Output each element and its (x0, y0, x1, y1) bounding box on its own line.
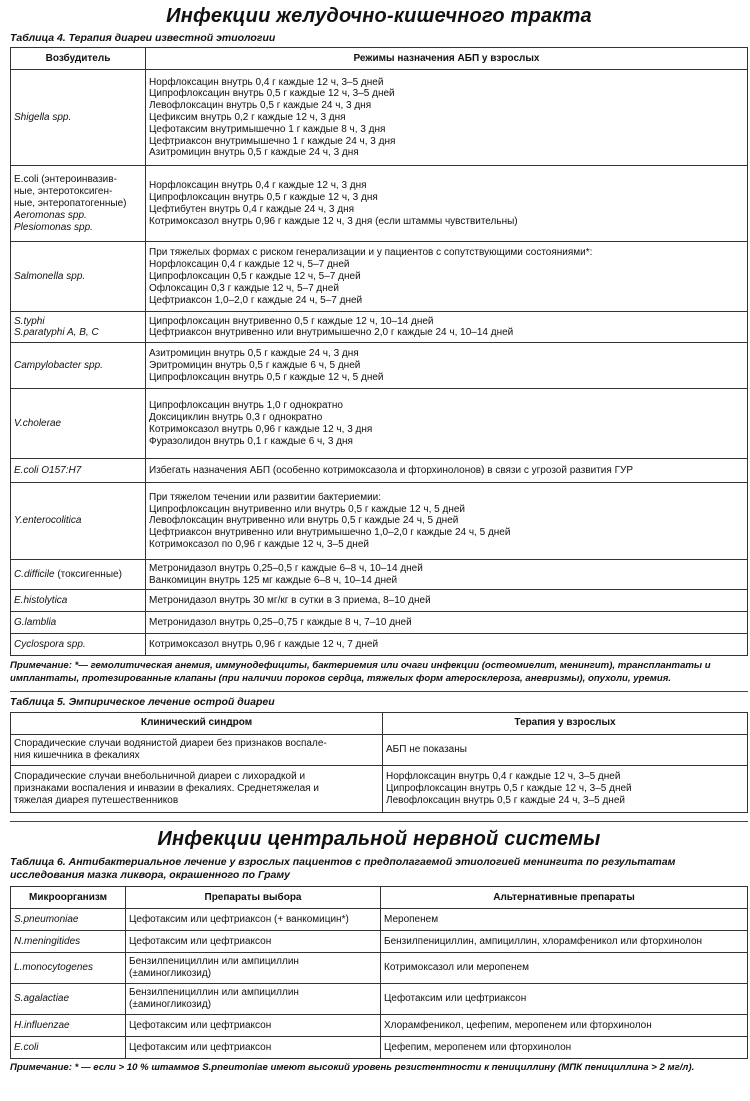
table-row (11, 983, 748, 1014)
regimen-cell: Метронидазол внутрь 0,25–0,5 г каждые 6–8 ч, 10–14 дней Ванкомицин внутрь 125 мг каждые 6–8 ч, 10–14 дней (146, 560, 748, 590)
organism-cell: S.pneumoniae (11, 908, 126, 930)
regimen-cell: Котримоксазол внутрь 0,96 г каждые 12 ч, 7 дней (146, 634, 748, 656)
alternative-cell: Меропенем (381, 908, 748, 930)
page (10, 6, 748, 1074)
choice-cell: Цефотаксим или цефтриаксон (+ ванкомицин*) (126, 908, 381, 930)
table6-caption: Таблица 6. Антибактериальное лечение у взрослых пациентов с предполагаемой этиологией менингита по результатам исследования мазка ликвора, окрашенного по Граму (10, 855, 676, 882)
alternative-cell: Цефепим, меропенем или фторхинолон (381, 1036, 748, 1058)
choice-cell: Цефотаксим или цефтриаксон (126, 930, 381, 952)
organism-cell: S.agalactiae (11, 983, 126, 1014)
pathogen-cell: E.histolytica (11, 590, 146, 612)
organism-cell: N.meningitides (11, 930, 126, 952)
regimen-cell: При тяжелых формах с риском генерализации и у пациентов с сопутствующими состояниями*: Норфлоксацин 0,4 г каждые 12 ч, 5–7 дней Ципрофлоксацин 0,5 г каждые 12 ч, 5–7 дней Офлоксацин 0,3 г каждые 12 ч, 5–7 дней Цефтриаксон 1,0–2,0 г каждые 24 ч, 5–7 дней (146, 242, 748, 312)
pathogen-cell: G.lamblia (11, 612, 146, 634)
table4-note: Примечание: *— гемолитическая анемия, иммунодефициты, бактериемия или очаги инфекции (остеомиелит, менингит), трансплантаты и имплантаты, протезированные клапаны (при наличии пороков сердца, тяжелых форм атеросклероза, аневризмы), опухоли, уремия. (10, 660, 711, 684)
column-header: Микроорганизм (11, 886, 126, 908)
organism-cell: E.coli (11, 1036, 126, 1058)
alternative-cell: Цефотаксим или цефтриаксон (381, 983, 748, 1014)
table-row (11, 1014, 748, 1036)
table-row (11, 343, 748, 389)
table6-note: Примечание: * — если > 10 % штаммов S.pneumoniae имеют высокий уровень резистентности к пенициллину (МПК пенициллина > 2 мг/л). (10, 1061, 695, 1073)
table5-caption: Таблица 5. Эмпирическое лечение острой диареи (10, 696, 275, 709)
table-row (11, 1036, 748, 1058)
table-row (11, 634, 748, 656)
regimen-cell: Норфлоксацин внутрь 0,4 г каждые 12 ч, 3–5 дней Ципрофлоксацин внутрь 0,5 г каждые 12 ч, 3–5 дней Левофлоксацин внутрь 0,5 г каждые 24 ч, 3 дня Цефиксим внутрь 0,2 г каждые 12 ч, 3 дня Цефотаксим внутримышечно 1 г каждые 8 ч, 3 дня Цефтриаксон внутримышечно 1 г каждые 24 ч, 3 дня Азитромицин внутрь 0,5 г каждые 24 ч, 3 дня (146, 70, 748, 166)
table-header-row (11, 48, 748, 70)
table-row (11, 312, 748, 343)
table-row (11, 952, 748, 983)
column-header: Препараты выбора (126, 886, 381, 908)
therapy-cell: Норфлоксацин внутрь 0,4 г каждые 12 ч, 3–5 дней Ципрофлоксацин внутрь 0,5 г каждые 12 ч, 3–5 дней Левофлоксацин внутрь 0,5 г каждые 24 ч, 3–5 дней (383, 765, 748, 812)
section-title-gi: Инфекции желудочно-кишечного тракта (166, 5, 592, 27)
divider (10, 821, 748, 822)
pathogen-cell: C.difficile (токсигенные) (11, 560, 146, 590)
table-row (11, 590, 748, 612)
pathogen-cell: E.coli O157:H7 (11, 459, 146, 483)
column-header: Возбудитель (11, 48, 146, 70)
syndrome-cell: Спорадические случаи водянистой диареи без признаков воспале- ния кишечника в фекалиях (11, 734, 383, 765)
alternative-cell: Хлорамфеникол, цефепим, меропенем или фторхинолон (381, 1014, 748, 1036)
table-row (11, 765, 748, 812)
regimen-cell: Ципрофлоксацин внутрь 1,0 г однократно Доксициклин внутрь 0,3 г однократно Котримоксазол внутрь 0,96 г каждые 12 ч, 3 дня Фуразолидон внутрь 0,1 г каждые 6 ч, 3 дня (146, 389, 748, 459)
regimen-cell: Избегать назначения АБП (особенно котримоксазола и фторхинолонов) в связи с угрозой развития ГУР (146, 459, 748, 483)
table-row (11, 389, 748, 459)
table-row (11, 483, 748, 560)
divider (10, 691, 748, 692)
table4 (10, 47, 748, 656)
table-row (11, 70, 748, 166)
regimen-cell: Метронидазол внутрь 30 мг/кг в сутки в 3 приема, 8–10 дней (146, 590, 748, 612)
column-header: Клинический синдром (11, 712, 383, 734)
pathogen-cell: Campylobacter spp. (11, 343, 146, 389)
pathogen-cell: E.coli (энтероинвазив- ные, энтеротоксиген- ные, энтеропатогенные) Aeromonas spp. Plesiomonas spp. (11, 166, 146, 242)
pathogen-cell: S.typhi S.paratyphi A, B, C (11, 312, 146, 343)
table-row (11, 908, 748, 930)
syndrome-cell: Спорадические случаи внебольничной диареи с лихорадкой и признаками воспаления и инвазии в фекалиях. Среднетяжелая и тяжелая диарея путешественников (11, 765, 383, 812)
table-row (11, 930, 748, 952)
choice-cell: Цефотаксим или цефтриаксон (126, 1036, 381, 1058)
table-row (11, 612, 748, 634)
table-row (11, 242, 748, 312)
column-header: Альтернативные препараты (381, 886, 748, 908)
regimen-cell: При тяжелом течении или развитии бактериемии: Ципрофлоксацин внутривенно или внутрь 0,5 г каждые 12 ч, 5 дней Левофлоксацин внутривенно или внутрь 0,5 г каждые 24 ч, 5 дней Цефтриаксон внутривенно или внутримышечно 1,0–2,0 г каждые 24 ч, 5 дней Котримоксазол по 0,96 г каждые 12 ч, 3–5 дней (146, 483, 748, 560)
table-row (11, 166, 748, 242)
column-header: Режимы назначения АБП у взрослых (146, 48, 748, 70)
table-header-row (11, 886, 748, 908)
alternative-cell: Бензилпенициллин, ампициллин, хлорамфеникол или фторхинолон (381, 930, 748, 952)
pathogen-cell: Salmonella spp. (11, 242, 146, 312)
table5 (10, 712, 748, 813)
choice-cell: Бензилпенициллин или ампициллин (±аминогликозид) (126, 952, 381, 983)
choice-cell: Цефотаксим или цефтриаксон (126, 1014, 381, 1036)
pathogen-cell: V.cholerae (11, 389, 146, 459)
regimen-cell: Метронидазол внутрь 0,25–0,75 г каждые 8 ч, 7–10 дней (146, 612, 748, 634)
table-row (11, 459, 748, 483)
organism-cell: L.monocytogenes (11, 952, 126, 983)
pathogen-cell: Cyclospora spp. (11, 634, 146, 656)
column-header: Терапия у взрослых (383, 712, 748, 734)
alternative-cell: Котримоксазол или меропенем (381, 952, 748, 983)
regimen-cell: Ципрофлоксацин внутривенно 0,5 г каждые 12 ч, 10–14 дней Цефтриаксон внутривенно или внутримышечно 2,0 г каждые 24 ч, 10–14 дней (146, 312, 748, 343)
pathogen-cell: Y.enterocolitica (11, 483, 146, 560)
organism-cell: H.influenzae (11, 1014, 126, 1036)
pathogen-cell: Shigella spp. (11, 70, 146, 166)
choice-cell: Бензилпенициллин или ампициллин (±аминогликозид) (126, 983, 381, 1014)
table-row (11, 560, 748, 590)
regimen-cell: Норфлоксацин внутрь 0,4 г каждые 12 ч, 3 дня Ципрофлоксацин внутрь 0,5 г каждые 12 ч, 3 дня Цефтибутен внутрь 0,4 г каждые 24 ч, 3 дня Котримоксазол внутрь 0,96 г каждые 12 ч, 3 дня (если штаммы чувствительны) (146, 166, 748, 242)
table-header-row (11, 712, 748, 734)
therapy-cell: АБП не показаны (383, 734, 748, 765)
section-title-cns: Инфекции центральной нервной системы (157, 827, 601, 850)
table-row (11, 734, 748, 765)
table6 (10, 886, 748, 1059)
table4-caption: Таблица 4. Терапия диареи известной этиологии (10, 32, 276, 44)
regimen-cell: Азитромицин внутрь 0,5 г каждые 24 ч, 3 дня Эритромицин внутрь 0,5 г каждые 6 ч, 5 дней Ципрофлоксацин внутрь 0,5 г каждые 12 ч, 5 дней (146, 343, 748, 389)
